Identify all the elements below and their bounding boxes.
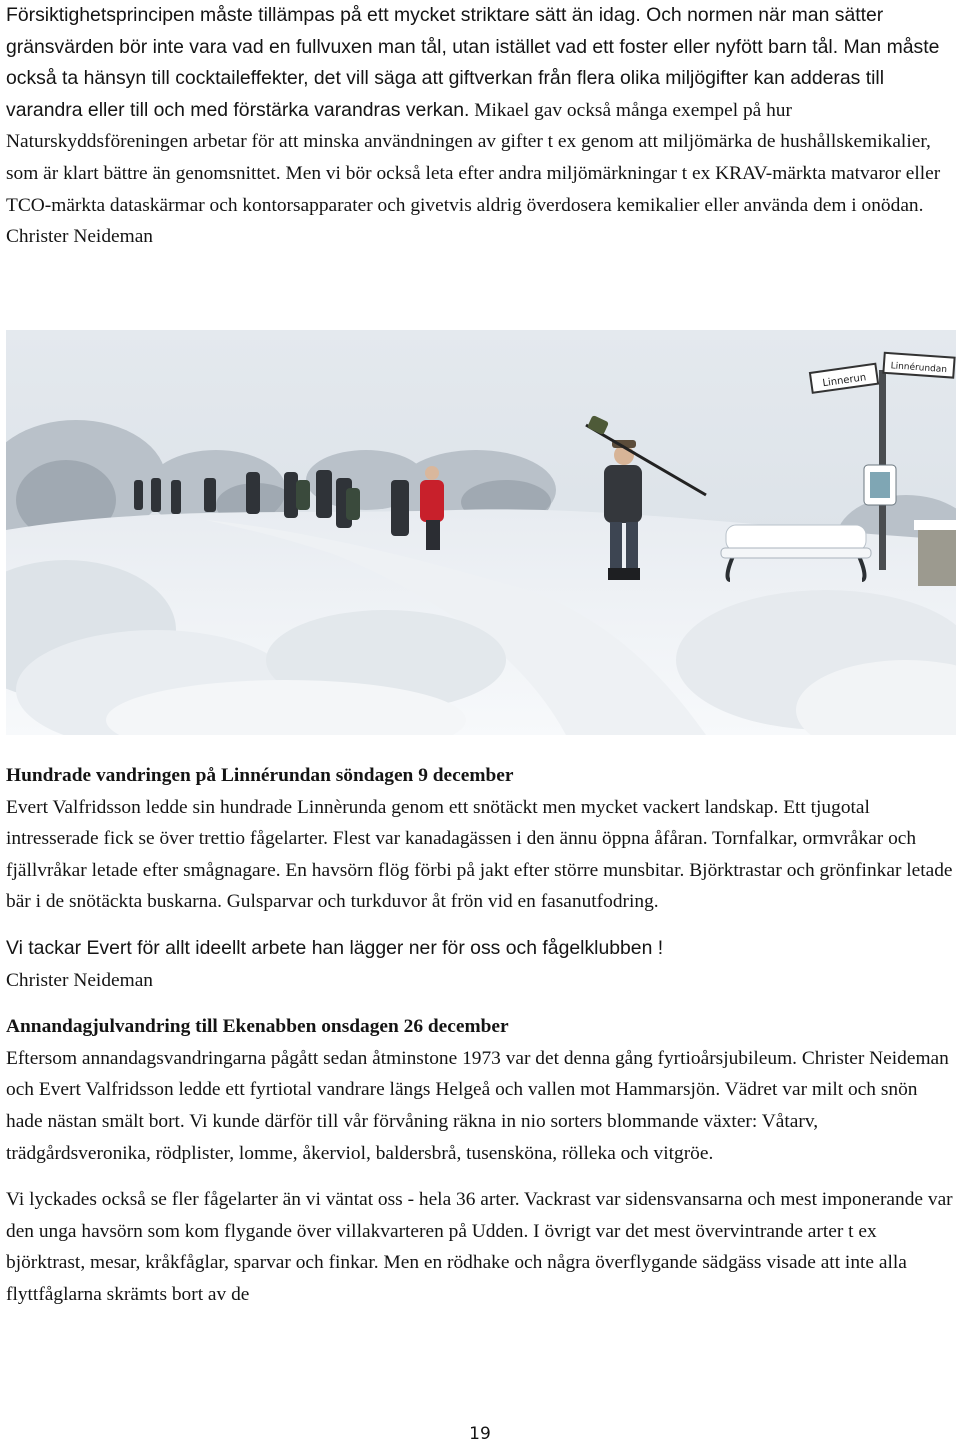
sign-1-label: Linnerun — [821, 372, 867, 390]
snow-walk-photo — [6, 330, 956, 735]
red-jacket-walker — [420, 480, 444, 522]
section1-paragraph2: Vi tackar Evert för allt ideellt arbete han lägger ner för oss och fågelklubben ! — [6, 936, 664, 959]
section1-paragraph1: Evert Valfridsson ledde sin hundrade Linnèrunda genom ett snötäckt men mycket vackert landskap. Ett tjugotal intresserade fick se över trettio fågelarter. Flest var kanadagässen i den ännu öppna åfåran. Tornfalkar, ormvråkar och fjällvråkar letade efter smågnagare. En havsörn flög förbi på jakt efter större munsbitar. Björktrastar och grönfinkar letade bär i de snötäckta buskarna. Gulsparvar och turkduvor åt frön vid en fasanutfodring. — [6, 796, 953, 913]
page-number: 19 — [469, 1424, 491, 1444]
section1-signature: Christer Neideman — [6, 969, 154, 991]
intro-signature: Christer Neideman — [6, 226, 154, 248]
photo-illustration — [6, 330, 956, 735]
intro-paragraph — [6, 0, 954, 221]
section2-heading: Annandagjulvandring till Ekenabben onsdagen 26 december — [6, 1016, 509, 1038]
intro-sans-text: Försiktighetsprincipen måste tillämpas på ett mycket striktare sätt än idag. Och normen när man sätter gränsvärden bör inte vara vad en fullvuxen man tål, utan istället vad ett foster eller nyfött barn tål. Man måste också ta hänsyn till cocktaileffekter, det vill säga att giftverkan från flera olika miljögifter kan adderas till varandra eller till och med förstärka varandras verkan. — [6, 4, 940, 121]
section1-heading: Hundrade vandringen på Linnérundan söndagen 9 december — [6, 765, 514, 786]
stone-block — [918, 526, 956, 586]
sign-2-label: Linnérundan — [890, 361, 948, 376]
page-content — [6, 0, 954, 253]
section2-paragraph1: Eftersom annandagsvandringarna pågått sedan åtminstone 1973 var det denna gång fyrtioårsjubileum. Christer Neideman och Evert Valfridsson ledde ett fyrtiotal vandrare längs Helgeå och vallen mot Hammarsjön. Vädret var milt och snön hade nästan smält bort. Vi kunde därför till vår förvåning räkna in nio sorters blommande växter: Våtarv, trädgårdsveronika, rödplister, lomme, åkerviol, baldersbrå, tusensköna, rölleka och vitgröe. — [6, 1047, 949, 1164]
section2-paragraph2: Vi lyckades också se fler fågelarter än vi väntat oss - hela 36 arter. Vackrast var sidensvansarna och mest imponerande var den unga havsörn som kom flygande över villakvarteren på Udden. I övrigt var det mest övervintrande arter t ex björktrast, mesar, kråkfåglar, sparvar och finkar. Men en rödhake och några överflygande sädgäss visade att inte alla flyttfåglarna skrämts bort av de — [6, 1189, 953, 1305]
intro-serif-text: Mikael gav också många exempel på hur Naturskyddsföreningen arbetar för att minska användningen av gifter t ex genom att miljömärka de hushållskemikalier, som är klart bättre än genomsnittet. Men vi bör också leta efter andra miljömärkningar t ex KRAV-märkta matvaror eller TCO-märkta dataskärmar och kontorsapparater och givetvis aldrig överdosera kemikalier eller använda dem i onödan. — [6, 99, 941, 216]
article-sections — [6, 760, 954, 1311]
